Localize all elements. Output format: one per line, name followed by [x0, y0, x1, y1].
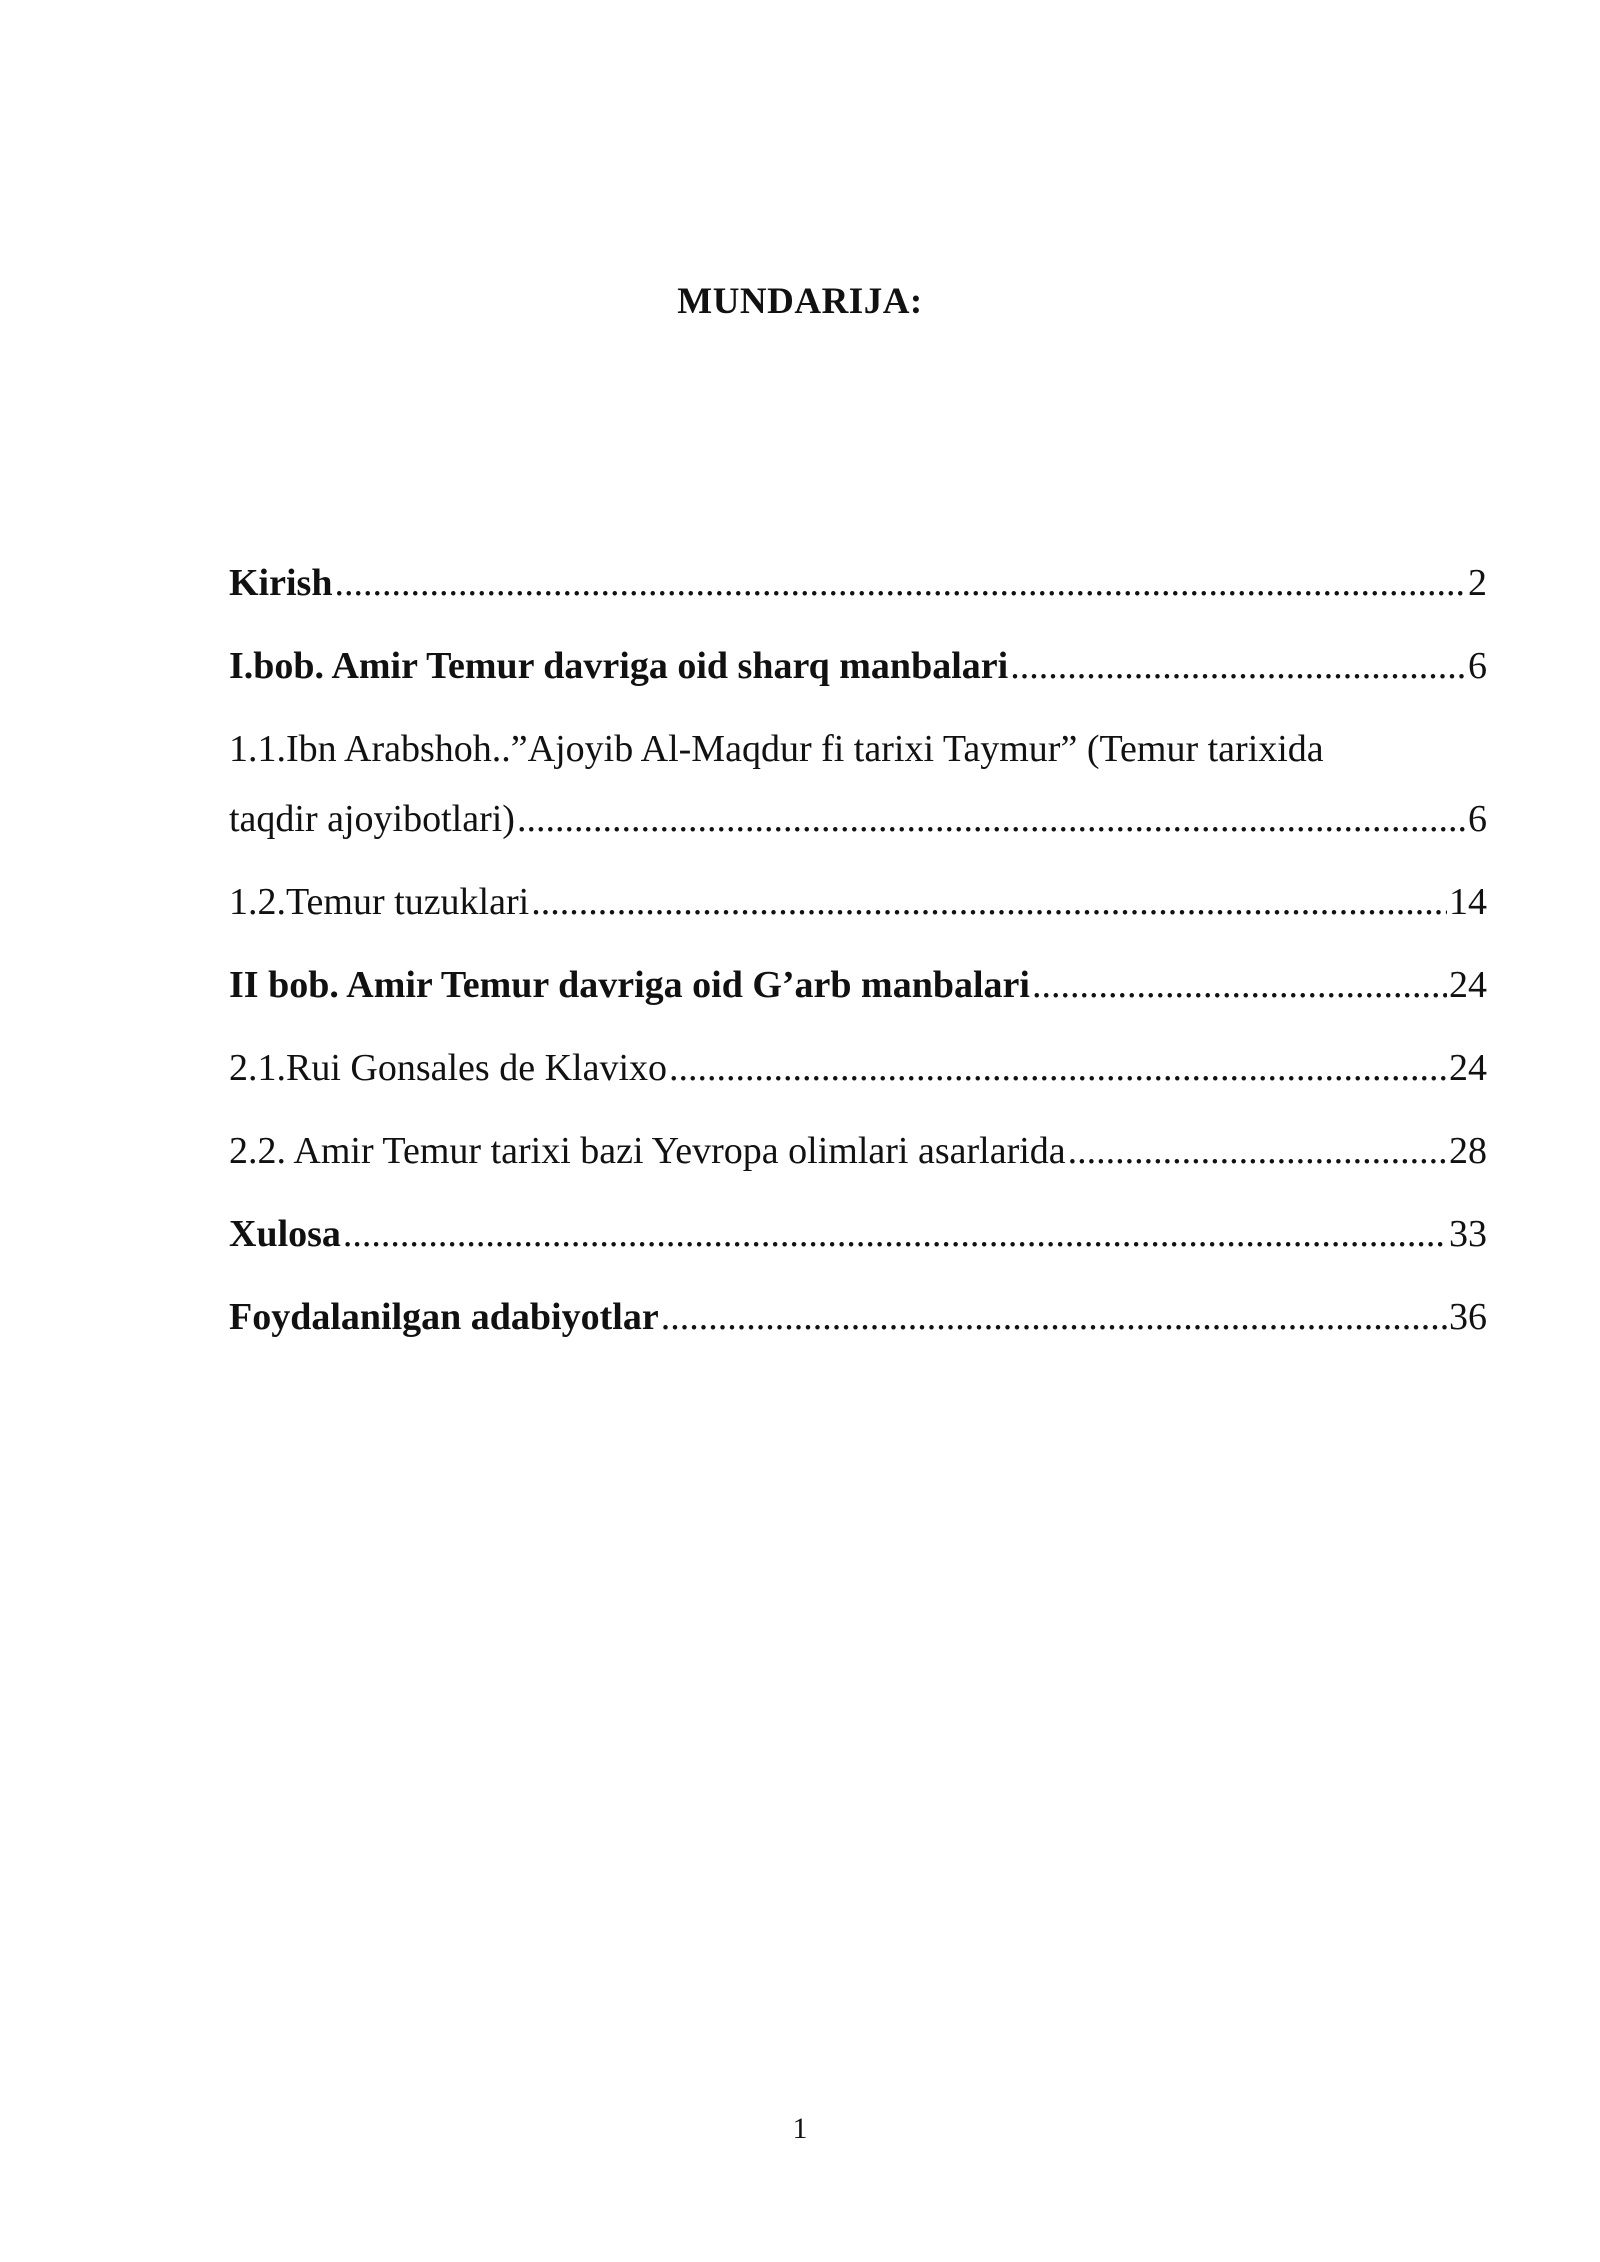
toc-entry-title: I.bob. Amir Temur davriga oid sharq manbalari — [229, 645, 1009, 687]
toc-leader-dots — [1010, 631, 1466, 701]
toc-line — [229, 867, 1487, 937]
toc-entry-title: taqdir ajoyibotlari) — [229, 798, 515, 840]
toc-entry-page: 28 — [1449, 1130, 1487, 1172]
toc-leader-dots — [531, 867, 1447, 937]
toc-entry-title: Xulosa — [229, 1213, 341, 1255]
page-number: 1 — [792, 2112, 808, 2145]
toc-entry-chapter-2[interactable] — [229, 950, 1487, 1020]
toc-entry-title: 2.1.Rui Gonsales de Klavixo — [229, 1047, 668, 1089]
toc-leader-dots — [517, 784, 1466, 854]
toc-leader-dots — [343, 1199, 1447, 1269]
toc-line — [229, 1033, 1487, 1103]
toc-entry-kirish[interactable] — [229, 548, 1487, 618]
toc-entry-page: 6 — [1468, 645, 1487, 687]
toc-leader-dots — [1032, 950, 1447, 1020]
toc-line — [229, 784, 1487, 854]
toc-entry-page: 6 — [1468, 798, 1487, 840]
toc-leader-dots — [334, 548, 1466, 618]
toc-line — [229, 548, 1487, 618]
toc-entry-page: 24 — [1449, 964, 1487, 1006]
toc-entry-title: 1.2.Temur tuzuklari — [229, 881, 530, 923]
page-title: MUNDARIJA: — [677, 281, 923, 322]
toc-entry-section-1-2[interactable] — [229, 867, 1487, 937]
toc-line — [229, 1116, 1487, 1186]
toc-entry-section-2-1[interactable] — [229, 1033, 1487, 1103]
toc-entry-bibliography[interactable] — [229, 1282, 1487, 1352]
toc-entry-section-1-1[interactable] — [229, 714, 1487, 854]
toc-line — [229, 1282, 1487, 1352]
toc-leader-dots — [661, 1282, 1447, 1352]
table-of-contents — [229, 548, 1487, 1365]
toc-entry-xulosa[interactable] — [229, 1199, 1487, 1269]
toc-leader-dots — [669, 1033, 1447, 1103]
toc-entry-page: 2 — [1468, 562, 1487, 604]
toc-leader-dots — [1068, 1116, 1447, 1186]
toc-entry-page: 33 — [1449, 1213, 1487, 1255]
toc-line — [229, 1199, 1487, 1269]
toc-line — [229, 950, 1487, 1020]
toc-entry-title: 2.2. Amir Temur tarixi bazi Yevropa olimlari asarlarida — [229, 1130, 1066, 1172]
toc-entry-chapter-1[interactable] — [229, 631, 1487, 701]
toc-entry-title-line1: 1.1.Ibn Arabshoh..”Ajoyib Al-Maqdur fi tarixi Taymur” (Temur tarixida — [229, 728, 1324, 770]
toc-entry-section-2-2[interactable] — [229, 1116, 1487, 1186]
toc-entry-page: 24 — [1449, 1047, 1487, 1089]
toc-entry-title: Foydalanilgan adabiyotlar — [229, 1296, 659, 1338]
toc-line — [229, 631, 1487, 701]
toc-entry-title: II bob. Amir Temur davriga oid G’arb manbalari — [229, 964, 1030, 1006]
toc-entry-title: Kirish — [229, 562, 333, 604]
toc-entry-page: 14 — [1449, 881, 1487, 923]
toc-entry-page: 36 — [1449, 1296, 1487, 1338]
